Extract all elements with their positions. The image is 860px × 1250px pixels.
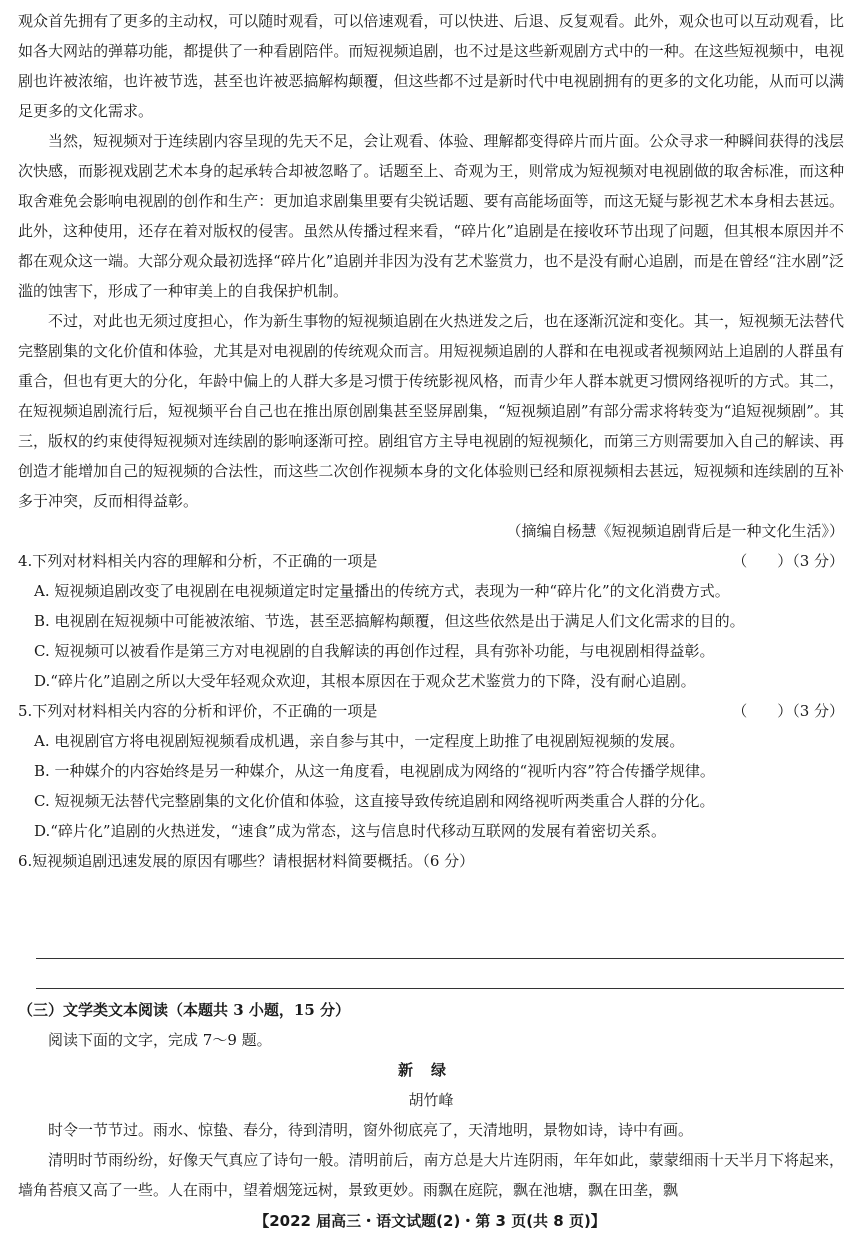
literary-section — [18, 995, 844, 1205]
passage-paragraph-3: 不过，对此也无须过度担心，作为新生事物的短视频追剧在火热迸发之后，也在逐渐沉淀和变化。其一，短视频无法替代完整剧集的文化价值和体验，尤其是对电视剧的传统观众而言。用短视频追剧的人群和在电视或者视频网站上追剧的人群虽有重合，但也有更大的分化，年龄中偏上的人群大多是习惯于传统影视风格，而青少年人群本就更习惯网络视听的方式。其二，在短视频追剧流行后，短视频平台自己也在推出原创剧集甚至竖屏剧集，“短视频追剧”有部分需求将转变为“追短视频剧”。其三，版权的约束使得短视频对连续剧的影响逐渐可控。剧组官方主导电视剧的短视频化，而第三方则需要加入自己的解读、再创造才能增加自己的短视频的合法性，而这些二次创作视频本身的文化体验则已经和原视频相去甚远，短视频和连续剧的互补多于冲突，反而相得益彰。 — [18, 312, 844, 510]
article-author: 胡竹峰 — [408, 1091, 454, 1109]
passage-paragraph-2: 当然，短视频对于连续剧内容呈现的先天不足，会让观看、体验、理解都变得碎片而片面。公众寻求一种瞬间获得的浅层次快感，而影视戏剧艺术本身的起承转合却被忽略了。话题至上、奇观为王，则常成为短视频对电视剧做的取舍标准，而这种取舍难免会影响电视剧的创作和生产：更加追求剧集里要有尖锐话题、要有高能场面等，而这无疑与影视艺术本身相去甚远。此外，这种使用，还存在着对版权的侵害。虽然从传播过程来看，“碎片化”追剧是在接收环节出现了问题，但其根本原因并不都在观众这一端。大部分观众最初选择“碎片化”追剧并非因为没有艺术鉴赏力，也不是没有耐心追剧，而是在曾经“注水剧”泛滥的蚀害下，形成了一种审美上的自我保护机制。 — [18, 132, 844, 300]
section-3-instruction: 阅读下面的文字，完成 7～9 题。 — [48, 1031, 272, 1049]
question-4-answer-bracket[interactable]: （ ）（3 分） — [732, 552, 844, 570]
question-5-option-a[interactable]: A. 电视剧官方将电视剧短视频看成机遇，亲自参与其中，一定程度上助推了电视剧短视频的发展。 — [34, 732, 685, 750]
answer-line-1[interactable] — [36, 958, 844, 959]
question-4-option-b[interactable]: B. 电视剧在短视频中可能被浓缩、节选，甚至恶搞解构颠覆，但这些依然是出于满足人们文化需求的目的。 — [34, 612, 745, 630]
answer-line-2[interactable] — [36, 988, 844, 989]
question-4-stem: 4.下列对材料相关内容的理解和分析，不正确的一项是 — [18, 552, 378, 570]
article-paragraph-1: 时令一节节过。雨水、惊蛰、春分，待到清明，窗外彻底亮了，天清地明，景物如诗，诗中有画。 — [48, 1121, 694, 1139]
question-4-option-d[interactable]: D.“碎片化”追剧之所以大受年轻观众欢迎，其根本原因在于观众艺术鉴赏力的下降，没有耐心追剧。 — [34, 672, 696, 690]
question-5-option-d[interactable]: D.“碎片化”追剧的火热迸发，“速食”成为常态，这与信息时代移动互联网的发展有着密切关系。 — [34, 822, 666, 840]
passage-source: （摘编自杨慧《短视频追剧背后是一种文化生活》） — [506, 522, 844, 540]
question-6-stem: 6.短视频追剧迅速发展的原因有哪些？请根据材料简要概括。（6 分） — [18, 852, 475, 870]
question-5 — [18, 696, 844, 846]
article-paragraph-2: 清明时节雨纷纷，好像天气真应了诗句一般。清明前后，南方总是大片连阴雨，年年如此，蒙蒙细雨十天半月下将起来，墙角苔痕又高了一些。人在雨中，望着烟笼远树，景致更妙。雨飘在庭院，飘在池塘，飘在田垄，飘 — [18, 1151, 844, 1199]
passage-paragraph-1: 观众首先拥有了更多的主动权，可以随时观看，可以倍速观看，可以快进、后退、反复观看。此外，观众也可以互动观看，比如各大网站的弹幕功能，都提供了一种看剧陪伴。而短视频追剧，也不过是这些新观剧方式中的一种。在这些短视频中，电视剧也许被浓缩，也许被节选，甚至也许被恶搞解构颠覆，但这些都不过是新时代中电视剧拥有的更多的文化功能，从而可以满足更多的文化需求。 — [18, 12, 844, 120]
question-5-option-c[interactable]: C. 短视频无法替代完整剧集的文化价值和体验，这直接导致传统追剧和网络视听两类重合人群的分化。 — [34, 792, 715, 810]
passage-block — [18, 6, 844, 876]
article-title: 新绿 — [397, 1061, 464, 1079]
page-footer: 【2022 届高三・语文试题(2)・第 3 页(共 8 页)】 — [254, 1212, 606, 1230]
question-5-option-b[interactable]: B. 一种媒介的内容始终是另一种媒介，从这一角度看，电视剧成为网络的“视听内容”符合传播学规律。 — [34, 762, 715, 780]
question-5-answer-bracket[interactable]: （ ）（3 分） — [732, 702, 844, 720]
section-3-heading: （三）文学类文本阅读（本题共 3 小题，15 分） — [18, 1001, 350, 1019]
question-4 — [18, 546, 844, 696]
question-4-option-c[interactable]: C. 短视频可以被看作是第三方对电视剧的自我解读的再创作过程，具有弥补功能，与电视剧相得益彰。 — [34, 642, 715, 660]
question-4-option-a[interactable]: A. 短视频追剧改变了电视剧在电视频道定时定量播出的传统方式，表现为一种“碎片化”的文化消费方式。 — [34, 582, 730, 600]
question-5-stem: 5.下列对材料相关内容的分析和评价，不正确的一项是 — [18, 702, 378, 720]
